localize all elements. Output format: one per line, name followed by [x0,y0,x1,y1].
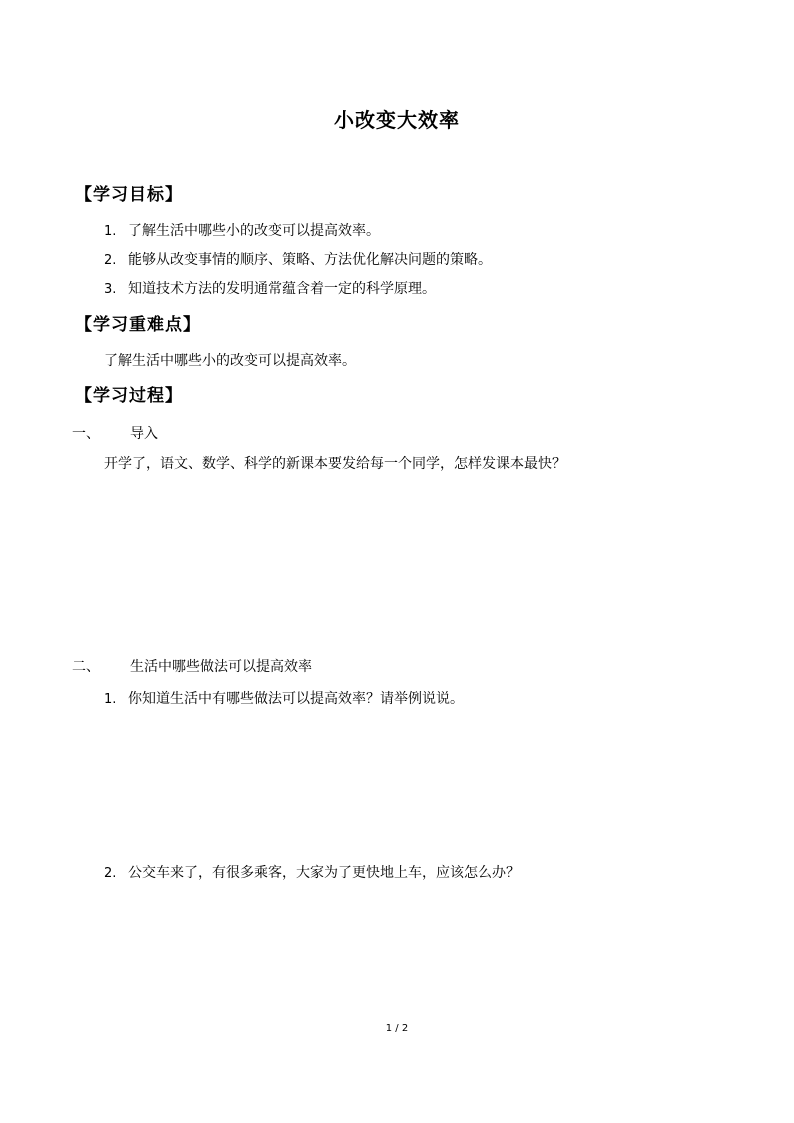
key-points-text: 了解生活中哪些小的改变可以提高效率。 [104,353,356,369]
objective-text: 知道技术方法的发明通常蕴含着一定的科学原理。 [128,281,436,297]
question-number: 2. [104,866,117,881]
objective-item-1 [104,220,380,240]
objective-number: 2. [104,253,117,268]
objective-text: 能够从改变事情的顺序、策略、方法优化解决问题的策略。 [128,252,492,268]
question-number: 1. [104,692,117,707]
objective-text: 了解生活中哪些小的改变可以提高效率。 [128,223,380,239]
question-item-2 [104,862,520,882]
objective-number: 3. [104,282,117,297]
section-1-question: 开学了，语文、数学、科学的新课本要发给每一个同学，怎样发课本最快？ [104,456,566,472]
question-text: 公交车来了，有很多乘客，大家为了更快地上车，应该怎么办？ [128,865,520,881]
question-text: 你知道生活中有哪些做法可以提高效率？请举例说说。 [128,691,464,707]
section-1-heading [72,423,158,443]
section-number: 二、 [72,659,100,675]
page-number: 1 / 2 [385,1023,409,1034]
document-title: 小改变大效率 [334,108,460,132]
section-title: 导入 [130,426,158,442]
section-title: 生活中哪些做法可以提高效率 [130,659,312,675]
question-item-1 [104,688,464,708]
objective-number: 1. [104,224,117,239]
objective-item-3 [104,278,436,298]
section-number: 一、 [72,426,100,442]
objectives-heading: 【学习目标】 [75,185,183,205]
objective-item-2 [104,249,492,269]
process-heading: 【学习过程】 [75,386,183,406]
key-points-heading: 【学习重难点】 [75,315,201,335]
section-2-heading [72,656,312,676]
